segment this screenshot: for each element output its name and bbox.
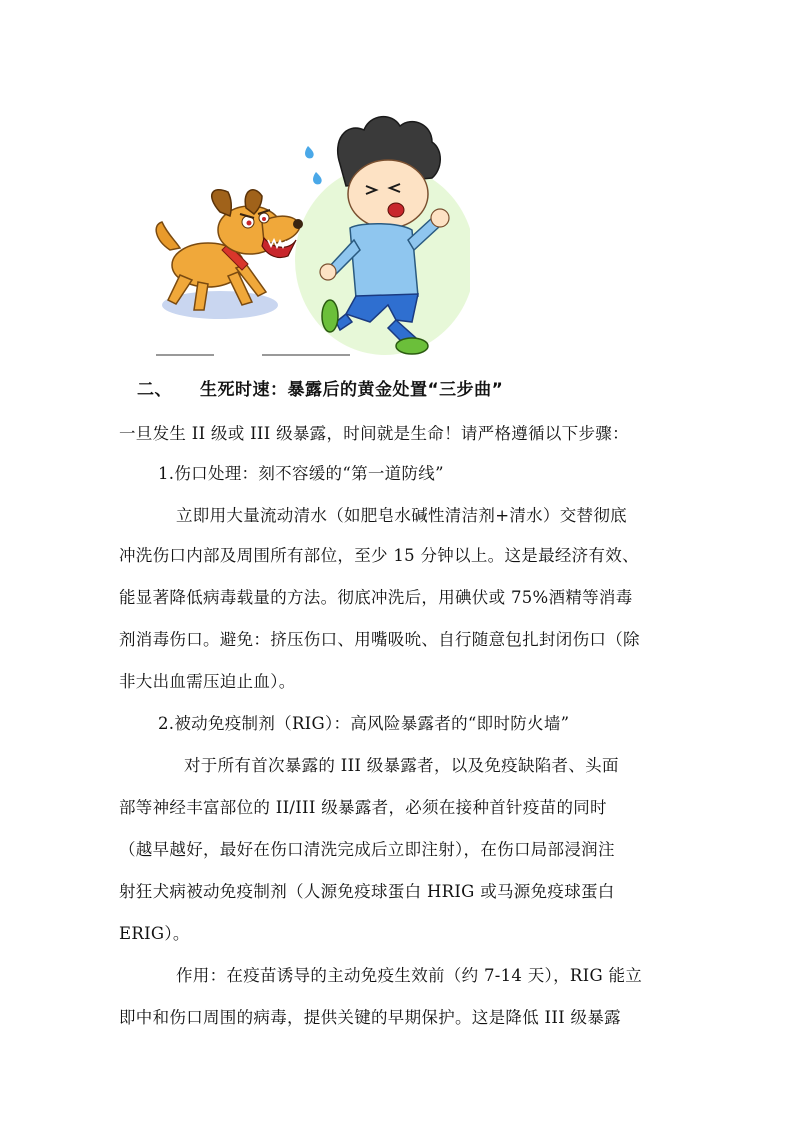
step2-effect-line: 作用：在疫苗诱导的主动免疫生效前（约 7-14 天），RIG 能立 (176, 966, 643, 985)
section-title: 生死时速：暴露后的黄金处置“三步曲” (200, 380, 504, 400)
step2-line: 射狂犬病被动免疫制剂（人源免疫球蛋白 HRIG 或马源免疫球蛋白 (119, 882, 615, 901)
step2-line: （越早越好，最好在伤口清洗完成后立即注射），在伤口局部浸润注 (119, 840, 615, 859)
step1-title: 1.伤口处理：刻不容缓的“第一道防线” (158, 464, 444, 483)
step1-line: 剂消毒伤口。避免：挤压伤口、用嘴吸吮、自行随意包扎封闭伤口（除 (119, 630, 640, 649)
step1-line: 非大出血需压迫止血）。 (119, 672, 296, 691)
step2-line: 对于所有首次暴露的 III 级暴露者，以及免疫缺陷者、头面 (184, 756, 619, 775)
step1-line: 冲洗伤口内部及周围所有部位，至少 15 分钟以上。这是最经济有效、 (119, 546, 639, 565)
step2-line: ERIG）。 (119, 924, 190, 943)
section-number: 二、 (137, 380, 172, 400)
step2-effect-line: 即中和伤口周围的病毒，提供关键的早期保护。这是降低 III 级暴露 (119, 1008, 621, 1027)
step2-title: 2.被动免疫制剂（RIG）：高风险暴露者的“即时防火墙” (158, 714, 570, 733)
step1-line: 能显著降低病毒载量的方法。彻底冲洗后，用碘伏或 75%酒精等消毒 (119, 588, 633, 607)
step1-line: 立即用大量流动清水（如肥皂水碱性清洁剂+清水）交替彻底 (176, 506, 627, 525)
section-heading (137, 375, 503, 400)
dog-chasing-boy-illustration (150, 100, 470, 362)
step2-line: 部等神经丰富部位的 II/III 级暴露者，必须在接种首针疫苗的同时 (119, 798, 607, 817)
intro-paragraph: 一旦发生 II 级或 III 级暴露，时间就是生命！请严格遵循以下步骤： (119, 424, 629, 443)
